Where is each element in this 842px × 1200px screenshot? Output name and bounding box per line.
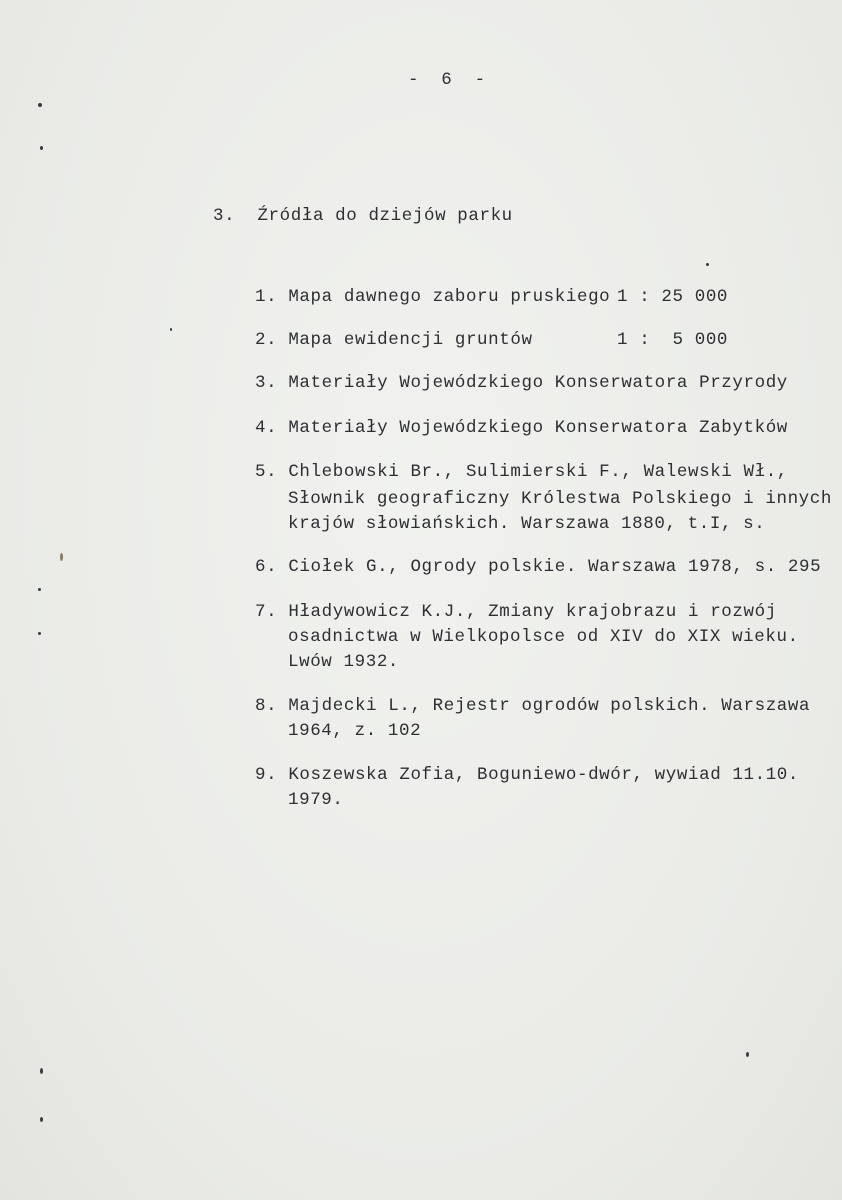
entry-number: 6. xyxy=(255,557,278,577)
entry-2-scale: 1 : 5 000 xyxy=(617,330,729,350)
entry-text: Chlebowski Br., Sulimierski F., Walewski Wł., xyxy=(288,462,788,482)
entry-number: 8. xyxy=(255,696,278,716)
entry-number: 1. xyxy=(255,287,278,307)
scan-speck xyxy=(746,1052,749,1057)
entry-8-line-1 xyxy=(255,696,810,716)
section-number: 3. xyxy=(213,206,236,226)
entry-2-line-1 xyxy=(255,330,533,350)
entry-5-line-1 xyxy=(255,462,788,482)
entry-text: Ciołek G., Ogrody polskie. Warszawa 1978, s. 295 xyxy=(288,557,822,577)
page-number: - 6 - xyxy=(408,70,486,90)
entry-3-line-1 xyxy=(255,373,788,393)
entry-text: Mapa ewidencji gruntów xyxy=(288,330,533,350)
entry-7-line-2: osadnictwa w Wielkopolsce od XIV do XIX wieku. xyxy=(288,627,799,647)
entry-4-line-1 xyxy=(255,418,788,438)
entry-9-line-1 xyxy=(255,765,799,785)
scan-speck xyxy=(40,1068,43,1074)
entry-5-line-3: krajów słowiańskich. Warszawa 1880, t.I, s. xyxy=(288,514,766,534)
entry-1-line-1 xyxy=(255,287,610,307)
entry-1-scale: 1 : 25 000 xyxy=(617,287,729,307)
entry-number: 3. xyxy=(255,373,278,393)
entry-number: 2. xyxy=(255,330,278,350)
scan-speck xyxy=(60,553,63,561)
scan-speck xyxy=(40,146,43,150)
scan-speck xyxy=(38,103,42,107)
scan-speck xyxy=(40,1117,43,1122)
entry-number: 9. xyxy=(255,765,278,785)
section-heading xyxy=(213,206,513,226)
section-title: Źródła do dziejów parku xyxy=(257,206,513,226)
scan-speck xyxy=(170,328,172,331)
scan-speck xyxy=(38,632,41,635)
entry-text: Koszewska Zofia, Boguniewo-dwór, wywiad 11.10. xyxy=(288,765,800,785)
entry-text: Hładywowicz K.J., Zmiany krajobrazu i rozwój xyxy=(288,602,777,622)
entry-number: 7. xyxy=(255,602,278,622)
entry-text: Mapa dawnego zaboru pruskiego xyxy=(288,287,611,307)
entry-text: Majdecki L., Rejestr ogrodów polskich. Warszawa xyxy=(288,696,811,716)
scan-speck xyxy=(706,263,709,266)
entry-7-line-3: Lwów 1932. xyxy=(288,652,400,672)
entry-number: 5. xyxy=(255,462,278,482)
entry-9-line-2: 1979. xyxy=(288,790,344,810)
entry-8-line-2: 1964, z. 102 xyxy=(288,721,422,741)
entry-5-line-2: Słownik geograficzny Królestwa Polskiego i innych xyxy=(288,489,832,509)
entry-text: Materiały Wojewódzkiego Konserwatora Zabytków xyxy=(288,418,788,438)
entry-text: Materiały Wojewódzkiego Konserwatora Przyrody xyxy=(288,373,788,393)
entry-7-line-1 xyxy=(255,602,777,622)
entry-6-line-1 xyxy=(255,557,821,577)
scan-speck xyxy=(38,588,41,591)
entry-number: 4. xyxy=(255,418,278,438)
